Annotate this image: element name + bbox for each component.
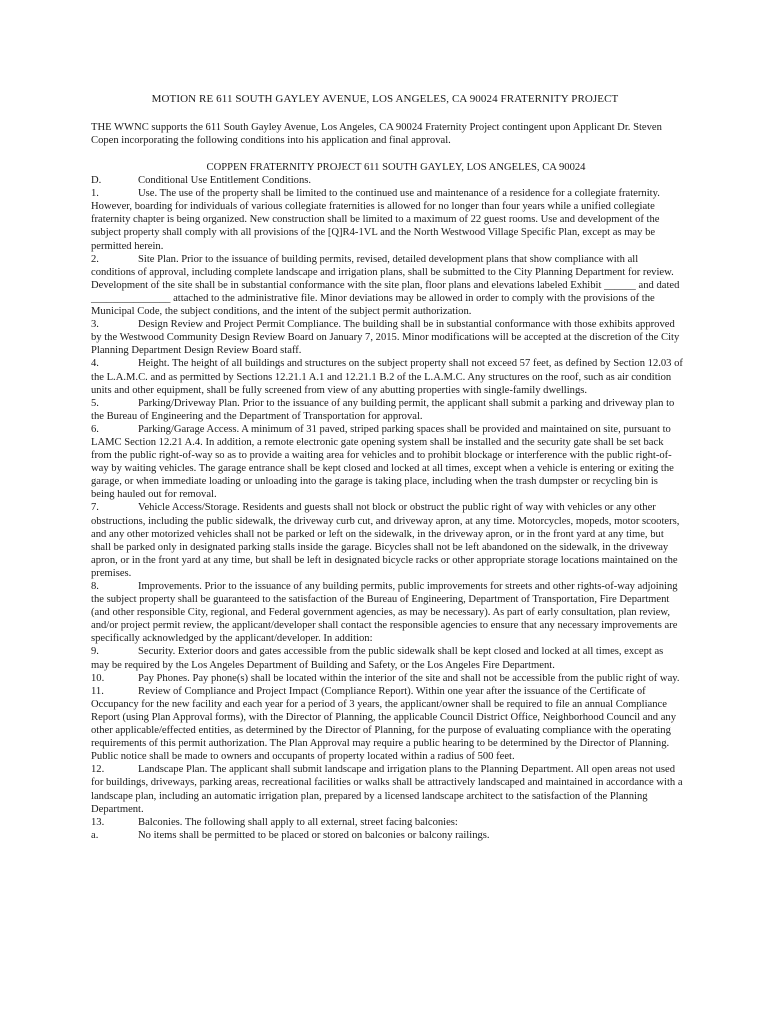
section-text: Review of Compliance and Project Impact (Compliance Report). Within one year after the issuance of the Certificate of Occupancy for the new facility and each year for a period of 3 years, the applicant/owner shall be required to file an annual Compliance Report (using Plan Approval forms), with the Director of Planning, the applicable Council District Office, Neighborhood Council and any other applicable/effected entities, as determined by the Director of Planning, for the purpose of evaluating compliance with the operating requirements of this permit authorization. The Plan Approval may require a public hearing to be determined by the Director of Planning. Public notice shall be made to owners and occupants of property located within a radius of 500 feet. <box>91 685 676 763</box>
section-number: 5. <box>91 397 99 409</box>
project-subtitle: COPPEN FRATERNITY PROJECT 611 SOUTH GAYLEY, LOS ANGELES, CA 90024 <box>206 162 586 173</box>
section-number: 13. <box>91 816 105 828</box>
section-text: Security. Exterior doors and gates accessible from the public sidewalk shall be kept closed and locked at all times, except as may be required by the Los Angeles Department of Building and Safety, or the Los Angeles Fire Department. <box>91 646 664 671</box>
section-item <box>91 318 683 357</box>
section-text: Parking/Garage Access. A minimum of 31 paved, striped parking spaces shall be provided and maintained on site, pursuant to LAMC Section 12.21 A.4. In addition, a remote electronic gate opening system shall be installed and the security gate shall be set back from the public right-of-way so as to provide a waiting area for vehicles and to prohibit blockage or interference with the public right-of-way by waiting vehicles. The garage entrance shall be kept closed and locked at all times, except when a vehicle is entering or exiting the garage, or when immediate loading or unloading into the garage is taking place, including when the trash dumpster or recycling bin is being hauled out for removal. <box>91 423 674 501</box>
section-text: Height. The height of all buildings and structures on the subject property shall not exceed 57 feet, as defined by Section 12.03 of the L.A.M.C. and as permitted by Sections 12.21.1 A.1 and 12.21.1 B.2 of the L.A.M.C. Any structures on the roof, such as air condition units and other equipment, shall be fully screened from view of any abutting properties with single-family dwellings. <box>91 358 683 396</box>
section-text: Balconies. The following shall apply to all external, street facing balconies: <box>138 816 458 828</box>
section-number: a. <box>91 829 99 841</box>
section-text: Vehicle Access/Storage. Residents and guests shall not block or obstruct the public right of way with vehicles or any other obstructions, including the public sidewalk, the driveway curb cut, and driveway apron, at any time. Motorcycles, mopeds, motor scooters, and any other motorized vehicles shall not be parked or left on the sidewalk, in the driveway apron, or in the front yard at any time, but shall be parked only in designated parking stalls inside the garage. Bicycles shall not be left abandoned on the sidewalk, in the driveway apron, or in the front yard at any time, but shall be left in designated bicycle racks or other appropriate storage locations maintained on the premises. <box>91 502 680 579</box>
section-item <box>91 501 683 580</box>
section-item <box>91 645 683 671</box>
section-number: 8. <box>91 581 99 592</box>
section-text: Design Review and Project Permit Compliance. The building shall be in substantial conformance with those exhibits approved by the Westwood Community Design Review Board on January 7, 2015. Minor modifications will be accepted at the discretion of the City Planning Department Design Review Board staff. <box>91 319 680 357</box>
section-text: No items shall be permitted to be placed or stored on balconies or balcony railings. <box>138 829 490 841</box>
section-number: 4. <box>91 358 99 370</box>
section-number: 1. <box>91 188 99 200</box>
section-text: Site Plan. Prior to the issuance of building permits, revised, detailed development plans that show compliance with all conditions of approval, including complete landscape and irrigation plans, shall be submitted to the City Planning Department for review. Development of the site shall be in substantial conformance with the site plan, floor plans and elevations labeled Exhibit ______ and dated _______________ attached to the administrative file. Minor deviations may be allowed in order to comply with the provisions of the Municipal Code, the subject conditions, and the intent of the subject permit authorization. <box>91 253 680 318</box>
section-item <box>91 187 683 252</box>
section-item <box>91 580 683 645</box>
section-number: 12. <box>91 764 105 776</box>
document-title: MOTION RE 611 SOUTH GAYLEY AVENUE, LOS ANGELES, CA 90024 FRATERNITY PROJECT <box>151 93 619 105</box>
section-text: Use. The use of the property shall be limited to the continued use and maintenance of a residence for a collegiate fraternity. However, boarding for individuals of various collegiate fraternities is allowed for no longer than four years while a unified collegiate fraternity chapter is being organized. New construction shall be limited to a maximum of 22 guest rooms. Use and development of the subject property shall comply with all provisions of the [Q]R4-1VL and the North Westwood Village Specific Plan, except as may be permitted herein. <box>91 188 660 252</box>
section-number: D. <box>91 175 102 187</box>
section-item <box>91 672 683 685</box>
section-number: 11. <box>91 685 104 697</box>
section-text: Pay Phones. Pay phone(s) shall be located within the interior of the site and shall not be accessible from the public right of way. <box>138 672 680 684</box>
section-text: Parking/Driveway Plan. Prior to the issuance of any building permit, the applicant shall submit a parking and driveway plan to the Bureau of Engineering and the Department of Transportation for approval. <box>91 397 675 422</box>
section-item <box>91 829 683 842</box>
section-text: Landscape Plan. The applicant shall submit landscape and irrigation plans to the Planning Department. All open areas not used for buildings, driveways, parking areas, recreational facilities or walks shall be attractively landscaped and maintained in accordance with a landscape plan, including an automatic irrigation plan, prepared by a licensed landscape architect to the satisfaction of the Planning Department. <box>91 764 683 815</box>
section-item <box>91 253 683 318</box>
section-item <box>91 423 683 502</box>
section-item <box>91 816 683 829</box>
section-text: Conditional Use Entitlement Conditions. <box>138 175 312 187</box>
section-number: 9. <box>91 646 99 658</box>
section-number: 7. <box>91 502 99 514</box>
section-number: 2. <box>91 253 99 265</box>
section-number: 3. <box>91 319 99 331</box>
section-number: 6. <box>91 423 99 435</box>
section-item <box>91 174 683 187</box>
section-item <box>91 685 683 764</box>
document-body <box>91 161 683 842</box>
section-text: Improvements. Prior to the issuance of any building permits, public improvements for streets and other rights-of-way adjoining the subject property shall be guaranteed to the satisfaction of the Bureau of Engineering, Department of Transportation, Fire Department (and other responsible City, regional, and Federal government agencies, as may be necessary). As part of early consultation, plan review, and/or project permit review, the applicant/developer shall contact the responsible agencies to ensure that any necessary improvements are specifically acknowledged by the applicant/developer. In addition: <box>91 581 678 645</box>
section-item <box>91 357 683 396</box>
intro-paragraph: THE WWNC supports the 611 South Gayley Avenue, Los Angeles, CA 90024 Fraternity Project contingent upon Applicant Dr. Steven Copen incorporating the following conditions into his application and final approval. <box>91 122 662 147</box>
section-number: 10. <box>91 672 105 684</box>
section-item <box>91 763 683 815</box>
section-item <box>91 397 683 423</box>
